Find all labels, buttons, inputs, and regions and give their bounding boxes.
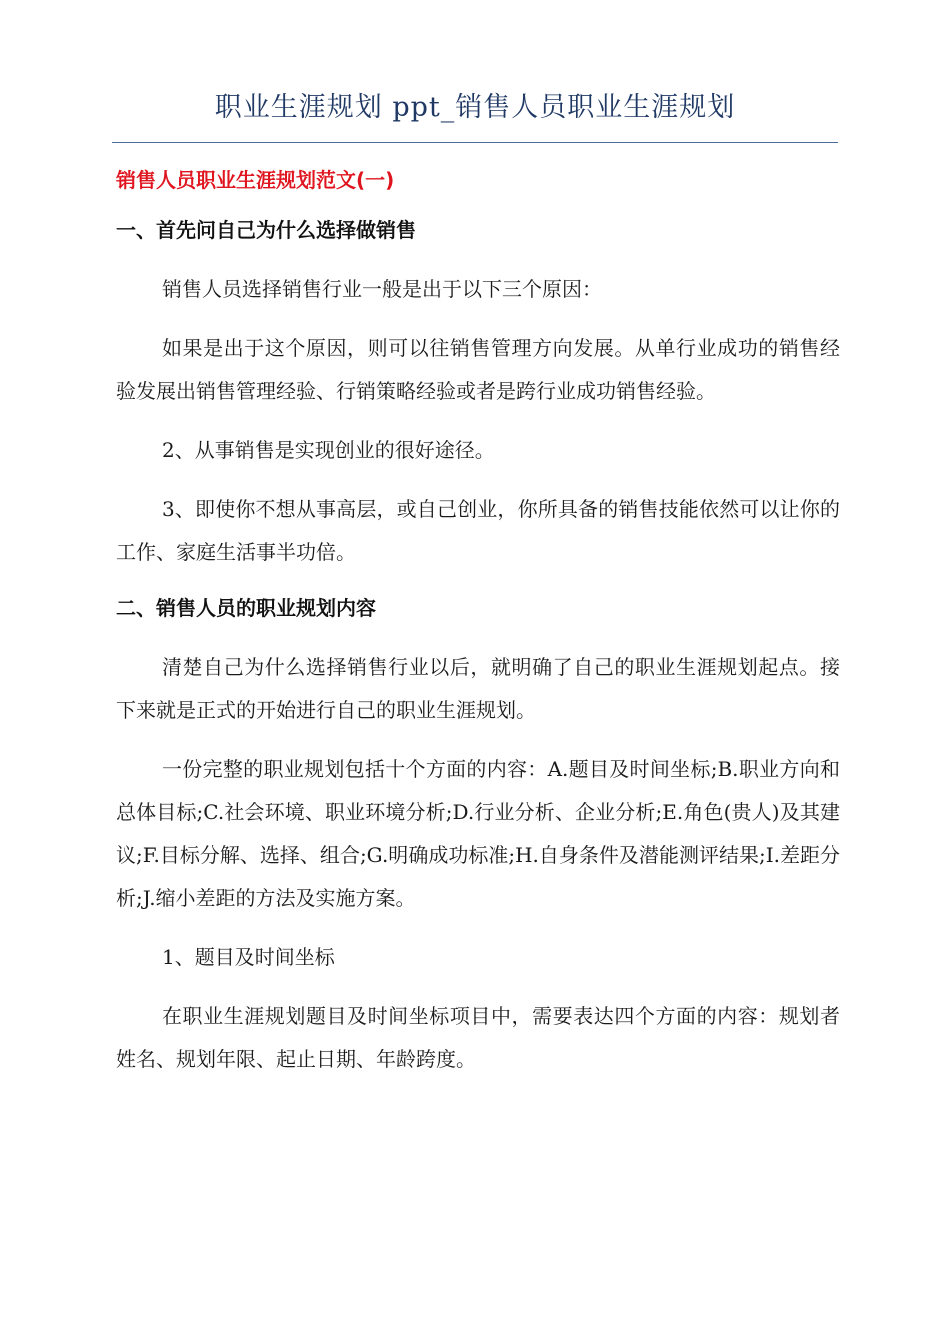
section-title: 销售人员职业生涯规划范文(一) — [116, 168, 395, 192]
paragraph: 一份完整的职业规划包括十个方面的内容：A.题目及时间坐标;B.职业方向和总体目标;C.社会环境、职业环境分析;D.行业分析、企业分析;E.角色(贵人)及其建议;F.目标分解、选择、组合;G.明确成功标准;H.自身条件及潜能测评结果;I.差距分析;J.缩小差距的方法及实施方案。 — [116, 757, 840, 910]
paragraph: 如果是出于这个原因，则可以往销售管理方向发展。从单行业成功的销售经验发展出销售管理经验、行销策略经验或者是跨行业成功销售经验。 — [116, 336, 840, 403]
heading-why-sales: 一、首先问自己为什么选择做销售 — [116, 218, 416, 242]
heading-career-plan-content: 二、销售人员的职业规划内容 — [116, 596, 376, 620]
document-body — [116, 162, 840, 1097]
paragraph: 1、题目及时间坐标 — [162, 945, 335, 969]
paragraph: 在职业生涯规划题目及时间坐标项目中，需要表达四个方面的内容：规划者姓名、规划年限、起止日期、年龄跨度。 — [116, 1004, 840, 1071]
title-divider — [112, 142, 838, 143]
paragraph: 2、从事销售是实现创业的很好途径。 — [162, 438, 495, 462]
paragraph: 清楚自己为什么选择销售行业以后，就明确了自己的职业生涯规划起点。接下来就是正式的开始进行自己的职业生涯规划。 — [116, 655, 840, 722]
document-title: 职业生涯规划 ppt_销售人员职业生涯规划 — [214, 92, 736, 123]
paragraph: 3、即使你不想从事高层，或自己创业，你所具备的销售技能依然可以让你的工作、家庭生活事半功倍。 — [116, 497, 840, 564]
paragraph: 销售人员选择销售行业一般是出于以下三个原因： — [162, 277, 602, 301]
